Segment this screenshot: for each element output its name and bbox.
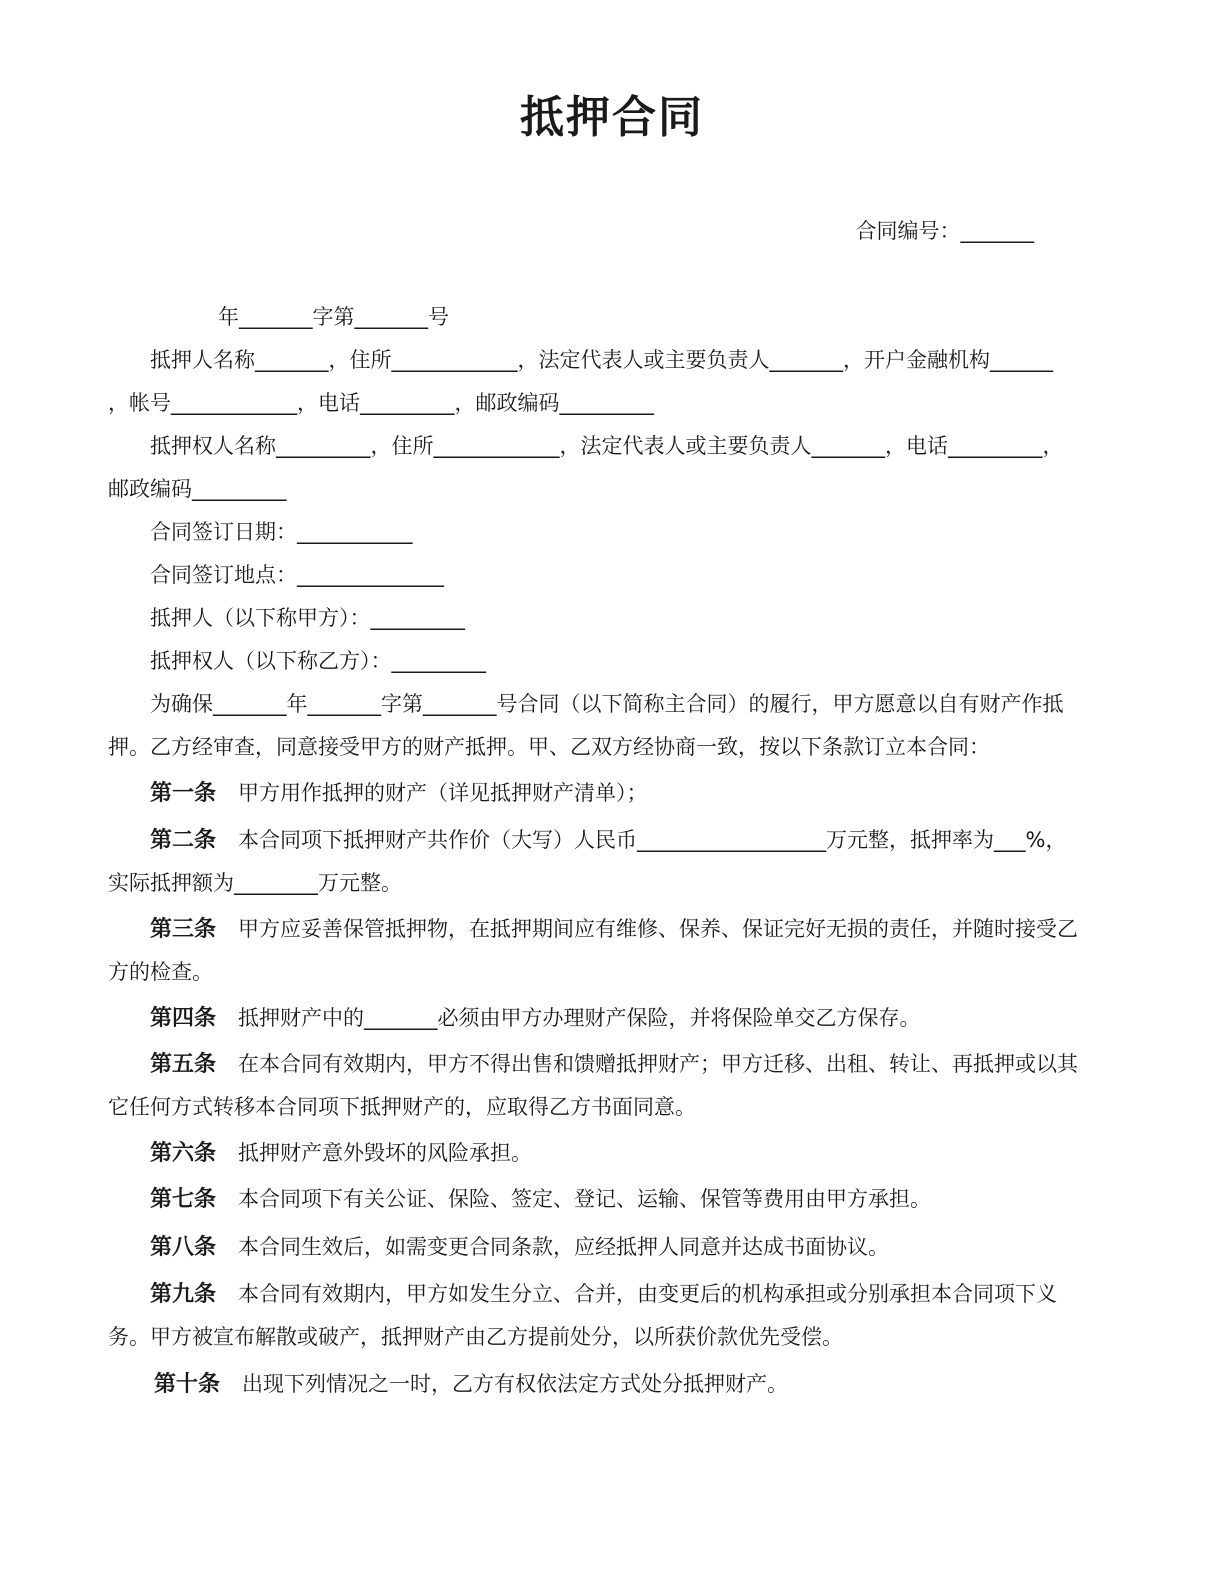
article-6 — [150, 1136, 532, 1171]
article-text: 本合同项下抵押财产共作价（大写）人民币__________________万元整，抵押率为___%， — [238, 828, 1067, 852]
article-text: 本合同有效期内，甲方如发生分立、合并，由变更后的机构承担或分别承担本合同项下义 — [238, 1282, 1058, 1306]
preamble-line-2: 押。乙方经审查，同意接受甲方的财产抵押。甲、乙双方经协商一致，按以下条款订立本合同： — [108, 735, 990, 759]
article-text: 在本合同有效期内，甲方不得出售和馈赠抵押财产；甲方迁移、出租、转让、再抵押或以其 — [238, 1052, 1079, 1076]
article-5 — [150, 1047, 1078, 1082]
article-1 — [150, 776, 648, 811]
article-label: 第五条 — [150, 1052, 217, 1077]
article-3 — [150, 912, 1078, 947]
article-2 — [150, 823, 1066, 858]
article-label: 第六条 — [150, 1141, 217, 1166]
party-b: 抵押权人（以下称乙方）：_________ — [150, 649, 486, 673]
article-label: 第七条 — [150, 1187, 217, 1212]
contract-number: 合同编号：_______ — [855, 219, 1034, 243]
article-10 — [154, 1367, 788, 1402]
article-2-continued: 实际抵押额为________万元整。 — [108, 871, 402, 895]
article-label: 第九条 — [150, 1282, 217, 1307]
article-5-continued: 它任何方式转移本合同项下抵押财产的，应取得乙方书面同意。 — [108, 1095, 696, 1119]
article-label: 第三条 — [150, 917, 217, 942]
mortgagor-info-line-2: ，帐号____________，电话_________，邮政编码_________ — [108, 391, 654, 415]
article-text: 抵押财产中的_______必须由甲方办理财产保险，并将保险单交乙方保存。 — [238, 1006, 921, 1030]
article-9 — [150, 1277, 1057, 1312]
article-text: 本合同生效后，如需变更合同条款，应经抵押人同意并达成书面协议。 — [238, 1235, 890, 1259]
article-text: 本合同项下有关公证、保险、签定、登记、运输、保管等费用由甲方承担。 — [238, 1187, 932, 1211]
article-7 — [150, 1182, 931, 1217]
mortgagor-info-line-1: 抵押人名称_______，住所____________，法定代表人或主要负责人_______，开户金融机构______ — [150, 348, 1053, 372]
article-9-continued: 务。甲方被宣布解散或破产，抵押财产由乙方提前处分，以所获价款优先受偿。 — [108, 1325, 843, 1349]
party-a: 抵押人（以下称甲方）：_________ — [150, 606, 465, 630]
article-4 — [150, 1001, 921, 1036]
article-3-continued: 方的检查。 — [108, 960, 213, 984]
contract-year-number: 年_______字第_______号 — [218, 305, 449, 329]
document-title: 抵押合同 — [520, 92, 704, 143]
article-label: 第八条 — [150, 1235, 217, 1260]
mortgagee-info-line-2: 邮政编码_________ — [108, 477, 287, 501]
article-label: 第四条 — [150, 1006, 217, 1031]
article-8 — [150, 1230, 889, 1265]
signing-date: 合同签订日期：___________ — [150, 520, 413, 544]
article-text: 甲方用作抵押的财产（详见抵押财产清单）； — [238, 781, 648, 805]
article-text: 抵押财产意外毁坏的风险承担。 — [238, 1141, 533, 1165]
mortgagee-info-line-1: 抵押权人名称_________，住所____________，法定代表人或主要负责人_______，电话_________， — [150, 434, 1064, 458]
article-label: 第二条 — [150, 828, 217, 853]
signing-place: 合同签订地点：______________ — [150, 563, 444, 587]
article-text: 出现下列情况之一时，乙方有权依法定方式处分抵押财产。 — [242, 1372, 789, 1396]
article-label: 第十条 — [154, 1372, 221, 1397]
preamble-line-1: 为确保_______年_______字第_______号合同（以下简称主合同）的履行，甲方愿意以自有财产作抵 — [150, 692, 1064, 716]
article-text: 甲方应妥善保管抵押物，在抵押期间应有维修、保养、保证完好无损的责任，并随时接受乙 — [238, 917, 1079, 941]
article-label: 第一条 — [150, 781, 217, 806]
